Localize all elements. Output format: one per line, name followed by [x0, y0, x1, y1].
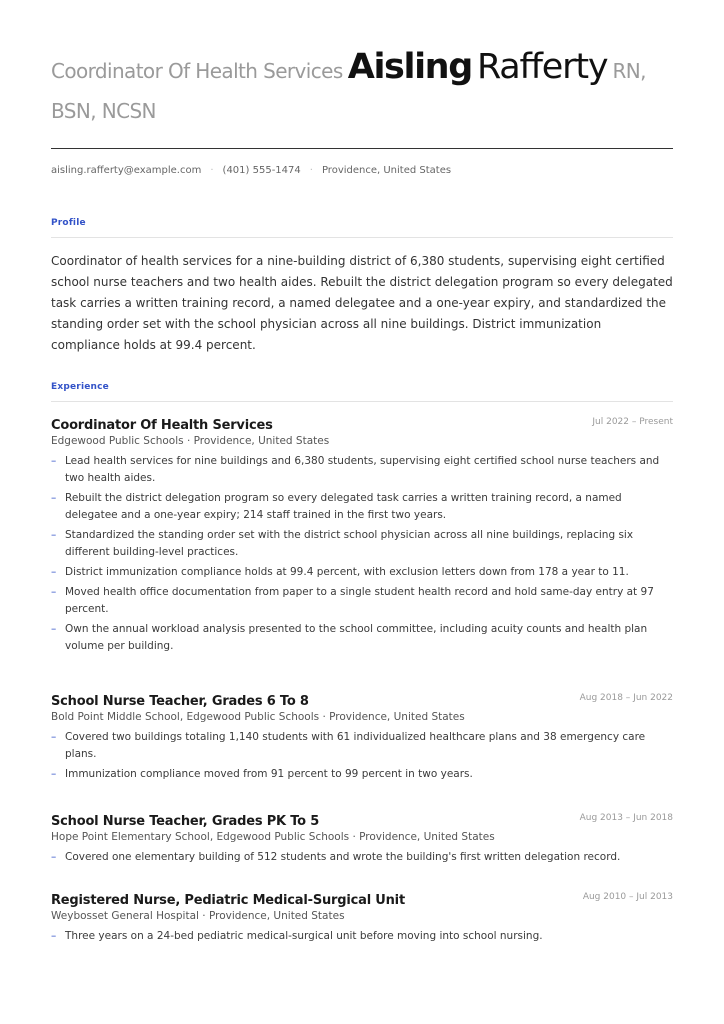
- experience-bullets: [51, 453, 673, 655]
- experience-title: Registered Nurse, Pediatric Medical-Surgical Unit: [51, 893, 405, 908]
- resume-header: [51, 48, 673, 132]
- contact-email[interactable]: aisling.rafferty@example.com: [51, 165, 202, 176]
- experience-dates: Aug 2018 – Jun 2022: [579, 693, 673, 703]
- dash-bullet-icon: –: [51, 768, 57, 780]
- experience-dates: Jul 2022 – Present: [592, 417, 673, 427]
- experience-organization: Weybosset General Hospital · Providence, United States: [51, 910, 345, 922]
- dash-bullet-icon: –: [51, 455, 57, 467]
- list-item: – Standardized the standing order set with the district school physician across all nine buildings, replacing six different building-level practices.: [51, 529, 634, 558]
- experience-entry: [51, 414, 673, 658]
- contact-info: [51, 165, 451, 176]
- first-name: Aisling: [347, 47, 472, 87]
- last-name: Rafferty: [476, 47, 608, 87]
- list-item: – Rebuilt the district delegation program so every delegated task carries a written training record, a named delegatee and a one-year expiry; 214 staff trained in the first two years.: [51, 492, 622, 521]
- dash-bullet-icon: –: [51, 566, 57, 578]
- experience-organization: Hope Point Elementary School, Edgewood Public Schools · Providence, United States: [51, 831, 495, 843]
- experience-title: School Nurse Teacher, Grades 6 To 8: [51, 694, 309, 709]
- experience-entry: [51, 690, 673, 786]
- profile-summary: Coordinator of health services for a nine-building district of 6,380 students, supervising eight certified school nurse teachers and two health aides. Rebuilt the district delegation program so every delegated task carries a written training record, a named delegatee and a one-year expiry, and standardized the standing order set with the school physician across all nine buildings. District immunization compliance holds at 99.4 percent.: [51, 254, 673, 352]
- credentials: RN, BSN, NCSN: [51, 59, 646, 123]
- dash-bullet-icon: –: [51, 586, 57, 598]
- header-divider: [51, 148, 673, 149]
- list-item: – Lead health services for nine buildings and 6,380 students, supervising eight certified school nurse teachers and two health aides.: [51, 455, 660, 484]
- list-item: – District immunization compliance holds at 99.4 percent, with exclusion letters down from 178 a year to 11.: [51, 564, 673, 581]
- experience-bullets: [51, 729, 673, 783]
- dash-bullet-icon: –: [51, 623, 57, 635]
- experience-dates: Aug 2013 – Jun 2018: [579, 813, 673, 823]
- section-divider: [51, 401, 673, 402]
- job-title-heading: Coordinator Of Health Services: [51, 59, 343, 83]
- dash-bullet-icon: –: [51, 731, 57, 743]
- list-item: – Own the annual workload analysis presented to the school committee, including acuity counts and health plan volume per building.: [51, 623, 648, 652]
- section-heading-profile: Profile: [51, 218, 86, 228]
- section-divider: [51, 237, 673, 238]
- experience-organization: Edgewood Public Schools · Providence, United States: [51, 435, 330, 447]
- dash-bullet-icon: –: [51, 529, 57, 541]
- experience-entry: [51, 889, 673, 948]
- experience-bullets: [51, 928, 673, 945]
- contact-separator: ·: [309, 165, 313, 176]
- list-item: – Covered two buildings totaling 1,140 students with 61 individualized healthcare plans and 38 emergency care plans.: [51, 731, 646, 760]
- experience-bullets: [51, 849, 673, 866]
- experience-title: Coordinator Of Health Services: [51, 418, 273, 433]
- dash-bullet-icon: –: [51, 492, 57, 504]
- contact-separator: ·: [210, 165, 214, 176]
- list-item: – Moved health office documentation from paper to a single student health record and hold same-day entry at 97 percent.: [51, 586, 654, 615]
- dash-bullet-icon: –: [51, 851, 57, 863]
- contact-phone[interactable]: (401) 555-1474: [222, 165, 301, 176]
- experience-title: School Nurse Teacher, Grades PK To 5: [51, 814, 320, 829]
- list-item: – Immunization compliance moved from 91 percent to 99 percent in two years.: [51, 766, 673, 783]
- list-item: – Three years on a 24-bed pediatric medical-surgical unit before moving into school nursing.: [51, 928, 673, 945]
- experience-entry: [51, 810, 673, 869]
- section-heading-experience: Experience: [51, 382, 109, 392]
- list-item: – Covered one elementary building of 512 students and wrote the building's first written delegation record.: [51, 849, 673, 866]
- dash-bullet-icon: –: [51, 930, 57, 942]
- experience-dates: Aug 2010 – Jul 2013: [582, 892, 673, 902]
- experience-organization: Bold Point Middle School, Edgewood Public Schools · Providence, United States: [51, 711, 465, 723]
- contact-location: Providence, United States: [321, 165, 452, 176]
